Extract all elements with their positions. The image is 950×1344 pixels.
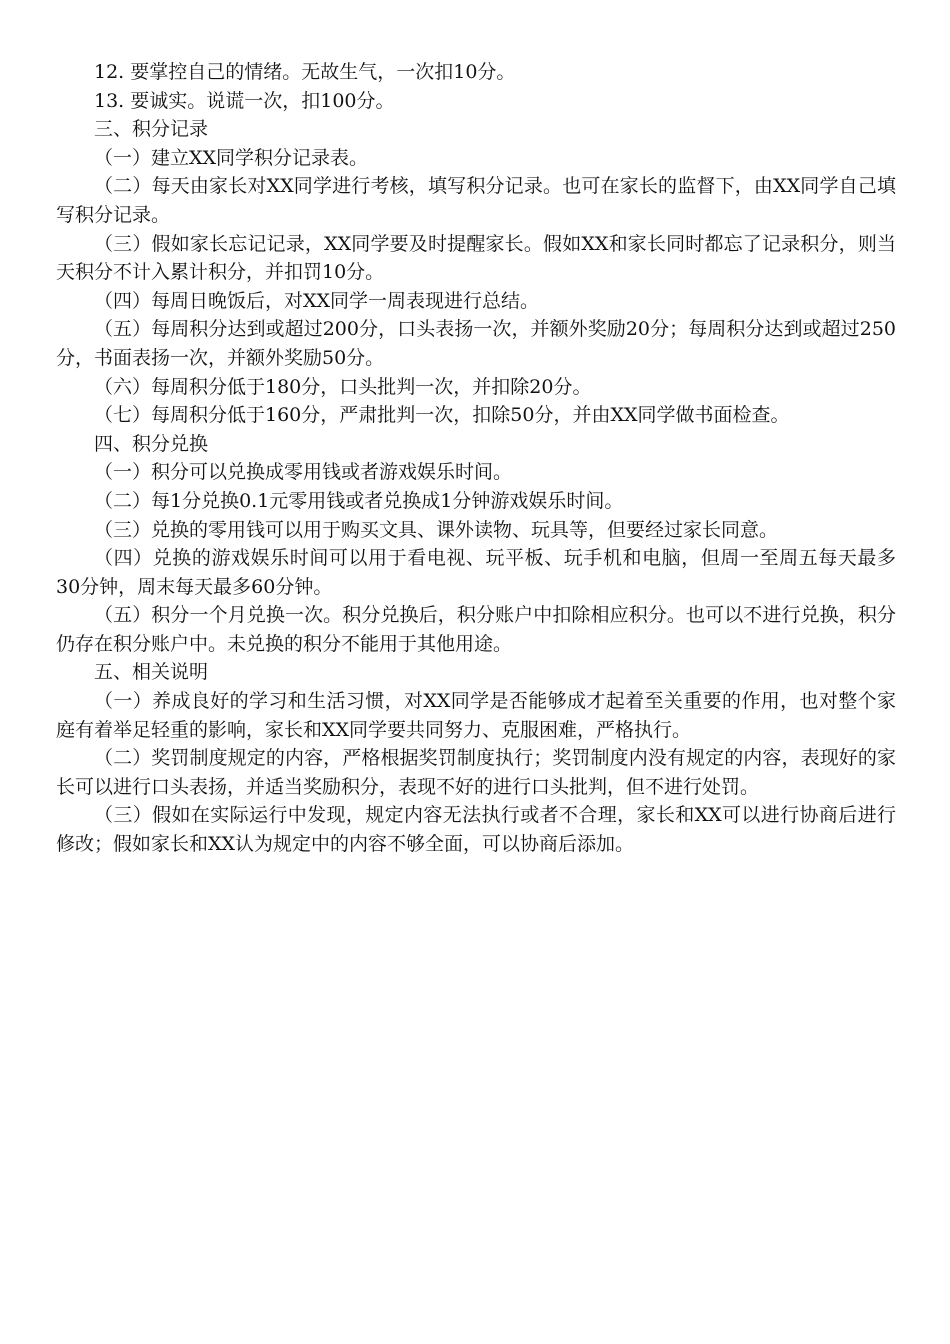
rule-item-12: 12. 要掌控自己的情绪。无故生气，一次扣10分。 (94, 61, 516, 83)
exchange-item-1: （一）积分可以兑换成零用钱或者游戏娱乐时间。 (94, 461, 513, 484)
exchange-item-4: （四）兑换的游戏娱乐时间可以用于看电视、玩平板、玩手机和电脑，但周一至周五每天最多30分钟，周末每天最多60分钟。 (56, 547, 896, 598)
section-heading-points-exchange: 四、积分兑换 (94, 432, 209, 455)
notes-item-2: （二）奖罚制度规定的内容，严格根据奖罚制度执行；奖罚制度内没有规定的内容，表现好的家长可以进行口头表扬，并适当奖励积分，表现不好的进行口头批判，但不进行处罚。 (56, 747, 896, 798)
document-body (56, 58, 896, 859)
record-item-4: （四）每周日晚饭后，对XX同学一周表现进行总结。 (94, 289, 540, 312)
exchange-item-2: （二）每1分兑换0.1元零用钱或者兑换成1分钟游戏娱乐时间。 (94, 489, 624, 512)
section-heading-related-notes: 五、相关说明 (94, 661, 209, 684)
exchange-item-3: （三）兑换的零用钱可以用于购买文具、课外读物、玩具等，但要经过家长同意。 (94, 518, 779, 541)
notes-item-1: （一）养成良好的学习和生活习惯，对XX同学是否能够成才起着至关重要的作用，也对整个家庭有着举足轻重的影响，家长和XX同学要共同努力、克服困难，严格执行。 (56, 690, 896, 741)
record-item-1: （一）建立XX同学积分记录表。 (94, 146, 369, 169)
record-item-5: （五）每周积分达到或超过200分，口头表扬一次，并额外奖励20分；每周积分达到或超过250分，书面表扬一次，并额外奖励50分。 (56, 318, 896, 369)
exchange-item-5: （五）积分一个月兑换一次。积分兑换后，积分账户中扣除相应积分。也可以不进行兑换，积分仍存在积分账户中。未兑换的积分不能用于其他用途。 (56, 604, 896, 655)
notes-item-3: （三）假如在实际运行中发现，规定内容无法执行或者不合理，家长和XX可以进行协商后进行修改；假如家长和XX认为规定中的内容不够全面，可以协商后添加。 (56, 804, 896, 856)
rule-item-13: 13. 要诚实。说谎一次，扣100分。 (94, 89, 395, 112)
section-heading-points-record: 三、积分记录 (94, 118, 209, 141)
record-item-6: （六）每周积分低于180分，口头批判一次，并扣除20分。 (94, 375, 592, 398)
record-item-7: （七）每周积分低于160分，严肃批判一次，扣除50分，并由XX同学做书面检查。 (94, 404, 790, 427)
record-item-3: （三）假如家长忘记记录，XX同学要及时提醒家长。假如XX和家长同时都忘了记录积分，则当天积分不计入累计积分，并扣罚10分。 (56, 232, 896, 284)
record-item-2: （二）每天由家长对XX同学进行考核，填写积分记录。也可在家长的监督下，由XX同学自己填写积分记录。 (56, 175, 896, 226)
